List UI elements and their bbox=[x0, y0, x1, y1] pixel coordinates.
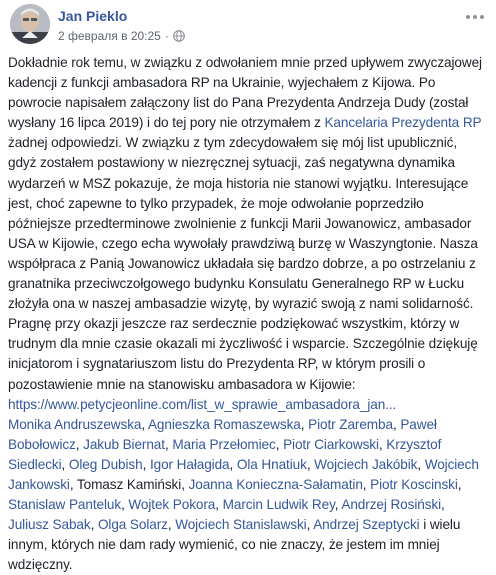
tagged-person[interactable]: Joanna Konieczna-Sałamatin bbox=[188, 476, 363, 492]
more-options-icon[interactable] bbox=[464, 10, 486, 24]
tagged-person[interactable]: Wojciech Stanislawski bbox=[175, 517, 307, 533]
list-separator: , bbox=[392, 416, 401, 432]
tagged-person[interactable]: Andrzej Szeptycki bbox=[313, 517, 420, 533]
tagged-person[interactable]: Wojtek Pokora bbox=[128, 497, 216, 513]
list-separator: , bbox=[417, 456, 425, 472]
list-separator: , bbox=[181, 476, 189, 492]
author-avatar[interactable] bbox=[10, 4, 50, 44]
post-timestamp[interactable]: 2 февраля в 20:25 bbox=[58, 29, 161, 43]
post-ending: i wielu innym, których nie dam rady wymienić, co nie znaczy, że jestem im mniej wdzięczny. bbox=[8, 517, 461, 573]
tagged-person[interactable]: Igor Hałagida bbox=[149, 456, 230, 472]
tagged-person[interactable]: Monika Andruszewska bbox=[8, 416, 142, 432]
list-separator: , bbox=[167, 517, 176, 533]
petition-link[interactable]: https://www.petycjeonline.com/list_w_sprawie_ambasadora_jan... bbox=[8, 396, 397, 412]
tagged-person: Tomasz Kamiński bbox=[76, 476, 182, 492]
list-separator: , bbox=[69, 476, 77, 492]
post-paragraph-1 bbox=[8, 53, 486, 314]
avatar-portrait-icon bbox=[10, 4, 50, 44]
tagged-person[interactable]: Oleg Dubish bbox=[68, 456, 143, 472]
list-separator: , bbox=[164, 436, 173, 452]
tagged-person[interactable]: Wojciech Jankowski bbox=[8, 456, 479, 492]
tagged-person[interactable]: Paweł Bobołowicz bbox=[8, 416, 437, 452]
post-body bbox=[8, 53, 486, 575]
list-separator: , bbox=[457, 476, 462, 492]
post-meta bbox=[58, 28, 185, 44]
list-separator: , bbox=[229, 456, 237, 472]
list-separator: , bbox=[441, 497, 445, 513]
list-separator: , bbox=[300, 416, 309, 432]
post-header bbox=[10, 4, 486, 48]
tagged-person[interactable]: Wojciech Jakóbik bbox=[314, 456, 418, 472]
chancellery-link[interactable]: Kancelaria Prezydenta RP bbox=[324, 115, 482, 131]
post-text-2: żadnej odpowiedzi. W związku z tym zdecydowałem się mój list upublicznić, gdyż zostałem postawiony w niezręcznej sytuacji, zaś negatywna dynamika wydarzeń w MSZ pokazuje, że moja historia nie stanowi wyjątku. Interesujące jest, choć zapewne to tylko przypadek, że moje odwołanie poprzedziło późniejsze przedterminowe zwolnienie z funkcji Marii Jowanowicz, ambasador USA w Kijowie, czego echa wywołały prawdziwą burzę w Waszyngtonie. Nasza współpraca z Panią Jowanowicz układała się bardzo dobrze, a po ostrzelaniu z granatnika przeciwczołgowego budynku Konsulatu Generalnego RP w Łucku złożyła ona w naszej ambasadzie wizytę, by wyrazić swoją z nami solidarność. bbox=[8, 135, 478, 312]
tagged-person[interactable]: Stanislaw Panteluk bbox=[8, 497, 122, 513]
list-separator: , bbox=[75, 436, 84, 452]
list-separator: , bbox=[362, 476, 371, 492]
list-separator: , bbox=[275, 436, 284, 452]
post-text-1: Dokładnie rok temu, w związku z odwołaniem mnie przed upływem zwyczajowej kadencji z funkcji ambasadora RP na Ukrainie, wyjechałem z Kijowa. Po powrocie napisałem załączony list do Pana Prezydenta Andrzeja Dudy (został wysłany 16 lipca 2019) i do tej pory nie otrzymałem z bbox=[8, 55, 482, 131]
tagged-person[interactable]: Andrzej Rosiński bbox=[341, 497, 442, 513]
list-separator: , bbox=[61, 456, 69, 472]
tagged-person[interactable]: Ola Hnatiuk bbox=[236, 456, 307, 472]
list-separator: , bbox=[306, 517, 314, 533]
list-separator: , bbox=[90, 517, 98, 533]
author-name[interactable]: Jan Pieklo bbox=[58, 8, 128, 24]
list-separator: , bbox=[334, 497, 342, 513]
post-paragraph-2 bbox=[8, 314, 486, 575]
globe-icon[interactable] bbox=[173, 30, 185, 42]
list-separator: , bbox=[142, 456, 150, 472]
list-separator: , bbox=[306, 456, 315, 472]
list-separator: , bbox=[378, 436, 387, 452]
tagged-person[interactable]: Olga Solarz bbox=[97, 517, 168, 533]
tagged-person[interactable]: Agnieszka Romaszewska bbox=[147, 416, 301, 432]
tagged-person[interactable]: Piotr Koscinski bbox=[370, 476, 458, 492]
tagged-person[interactable]: Maria Przełomiec bbox=[172, 436, 276, 452]
tagged-person[interactable]: Krzysztof Siedlecki bbox=[8, 436, 442, 472]
tagged-person[interactable]: Piotr Zaremba bbox=[308, 416, 393, 432]
list-separator: , bbox=[215, 497, 223, 513]
tagged-person[interactable]: Marcin Ludwik Rey bbox=[222, 497, 335, 513]
post-text-3: Pragnę przy okazji jeszcze raz serdecznie podziękować wszystkim, którzy w trudnym dla mnie czasie okazali mi życzliwość i wsparcie. Szczególnie dziękuję inicjatorom i sygnatariuszom listu do Prezydenta RP, w którym prosili o pozostawienie mnie na stanowisku ambasadora w Kijowie: bbox=[8, 316, 478, 392]
tagged-person[interactable]: Piotr Ciarkowski bbox=[283, 436, 379, 452]
meta-separator: · bbox=[164, 29, 169, 43]
tagged-person[interactable]: Juliusz Sabak bbox=[8, 517, 91, 533]
tagged-people-list bbox=[8, 417, 479, 532]
list-separator: , bbox=[121, 497, 129, 513]
tagged-person[interactable]: Jakub Biernat bbox=[83, 436, 165, 452]
list-separator: , bbox=[141, 416, 148, 432]
